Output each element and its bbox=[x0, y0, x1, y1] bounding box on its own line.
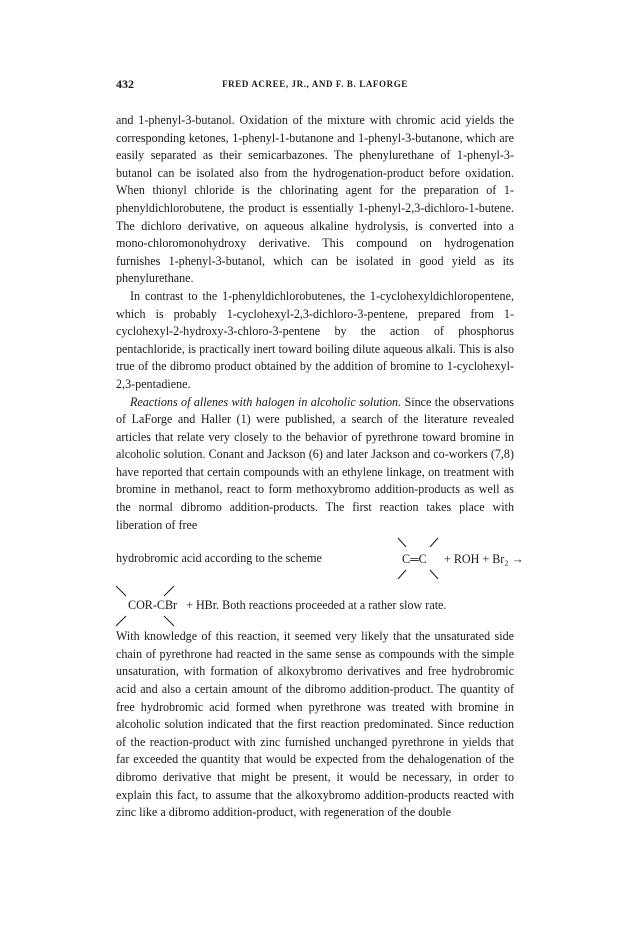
paragraph-allenes bbox=[116, 394, 514, 535]
product-line bbox=[116, 584, 514, 628]
bond-product-upper-left bbox=[116, 586, 126, 596]
bond-lower-right bbox=[430, 570, 438, 579]
bond-product-upper-right bbox=[164, 586, 174, 596]
bond-upper-left bbox=[398, 538, 406, 547]
bond-lower-left bbox=[398, 570, 406, 579]
alkene-structure bbox=[394, 534, 524, 584]
bond-upper-right bbox=[430, 538, 438, 547]
running-head: FRED ACREE, JR., AND F. B. LAFORGE bbox=[222, 79, 408, 89]
scheme-intro-text bbox=[116, 550, 322, 568]
alkene-formula: C═C bbox=[402, 552, 427, 567]
bond-product-lower-right bbox=[164, 616, 174, 626]
paragraph-knowledge: With knowledge of this reaction, it seemed very likely that the unsaturated side chain of pyrethrone had reacted in the same sense as compounds with the simple unsaturation, with formation of alkoxybromo derivatives and free hydrobromic acid and also a certain amount of the dibromo addition-product. The quantity of free hydrobromic acid formed when pyrethrone was treated with bromine in alcoholic solution indicated that the first reaction predominated. Since reduction of the reaction-product with zinc furnished unchanged pyrethrone in yields that far exceeded the quantity that would be expected from the dehalogenation of the dibromo derivative that might be present, it would be necessary, in order to explain this fact, to assume that the alkoxybromo addition-products reacted with zinc like a dibromo addition-product, with regeneration of the double bbox=[116, 629, 514, 820]
paragraph-allenes-text: Since the observations of LaForge and Haller (1) were published, a search of the literature revealed articles that relate very closely to the behavior of pyrethrone toward bromine in alcoholic solution. Conant and Jackson (6) and later Jackson and co-workers (7,8) have reported that certain compounds with an ethylene linkage, on treatment with bromine in methanol, react to form methoxybromo addition-products as well as the normal dibromo addition-products. The first reaction takes place with liberation of free bbox=[116, 394, 514, 532]
bond-product-lower-left bbox=[116, 616, 126, 626]
paragraph-cyclohexyl: In contrast to the 1-phenyldichlorobutenes, the 1-cyclohexyldichloropentene, which is probably 1-cyclohexyl-2,3-dichloro-3-pentene, prepared from 1-cyclohexyl-2-hydroxy-3-chloro-3-pentene by the action of phosphorus pentachloride, is practically inert toward boiling dilute aqueous alkali. This is also true of the dibromo product obtained by the addition of bromine to 1-cyclohexyl-2,3-pentadiene. bbox=[116, 288, 514, 391]
scheme-text: hydrobromic acid according to the scheme bbox=[116, 551, 322, 566]
article-body bbox=[116, 112, 524, 822]
page-number: 432 bbox=[116, 77, 134, 91]
section-heading-allenes: Reactions of allenes with halogen in alcoholic solution. bbox=[130, 394, 402, 409]
product-rhs: + HBr. Both reactions proceeded at a rather slow rate. bbox=[186, 598, 447, 613]
product-text bbox=[116, 597, 514, 615]
reaction-scheme-line bbox=[116, 534, 524, 584]
scheme-rhs: + ROH + Br₂ → bbox=[444, 552, 524, 567]
paragraph-continuation: and 1-phenyl-3-butanol. Oxidation of the mixture with chromic acid yields the corresponding ketones, 1-phenyl-1-butanone and 1-phenyl-3-butanone, which are easily separated as their semicarbazones. The phenylurethane of 1-phenyl-3-butanol can be isolated also from the hydrogenation-product before oxidation. When thionyl chloride is the chlorinating agent for the preparation of 1-phenyldichlorobutene, the product is essentially 1-phenyl-2,3-dichloro-1-butene. The dichloro derivative, on aqueous alkaline hydrolysis, is converted into a mono-chloromonohydroxy derivative. This compound on hydrogenation furnishes 1-phenyl-3-butanol, which can be isolated in good yield as its phenylurethane. bbox=[116, 113, 514, 286]
page-header bbox=[116, 76, 514, 92]
product-formula: COR-CBr bbox=[128, 598, 178, 613]
